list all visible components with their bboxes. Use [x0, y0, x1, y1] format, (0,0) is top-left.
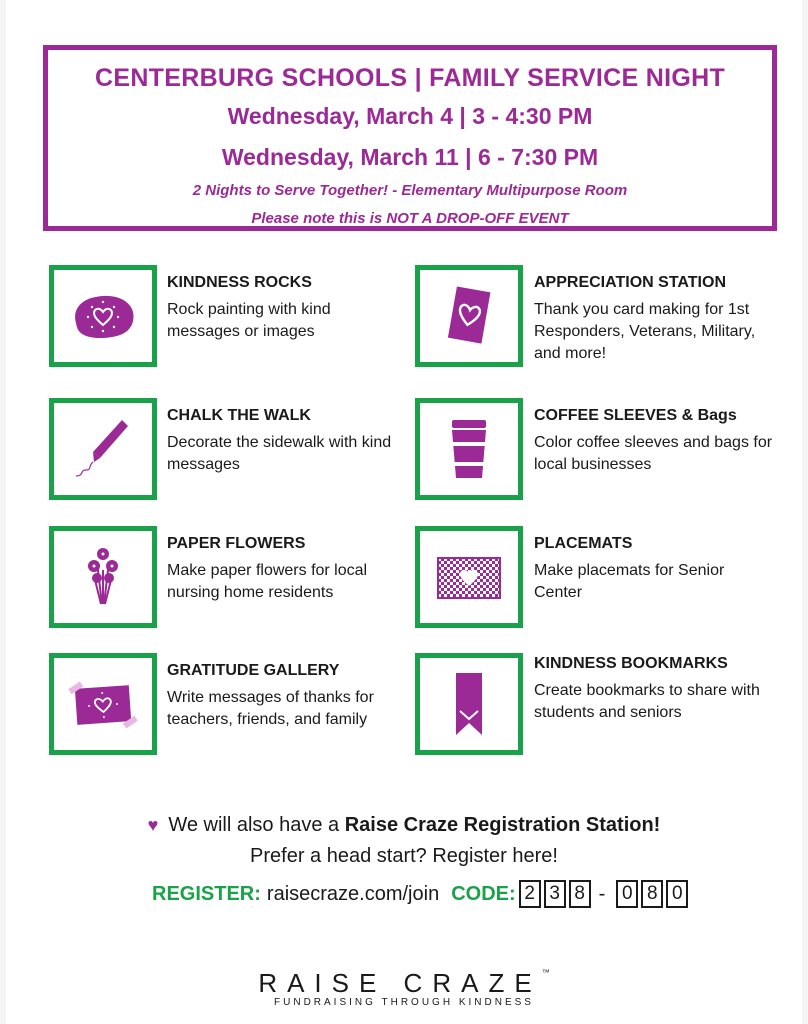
activity-desc: Create bookmarks to share with students and seniors — [534, 682, 760, 721]
activity-title: GRATITUDE GALLERY — [167, 662, 340, 679]
heart-card-icon — [415, 265, 523, 367]
station-text: We will also have a — [168, 814, 345, 836]
placemat-icon — [415, 526, 523, 628]
code-digit: 0 — [616, 880, 638, 908]
event-date-2: Wednesday, March 11 | 6 - 7:30 PM — [221, 144, 599, 170]
logo-tagline: FUNDRAISING THROUGH KINDNESS — [274, 997, 534, 1008]
code-digit: 0 — [666, 880, 688, 908]
register-label: REGISTER: — [152, 882, 261, 905]
heart-icon: ♥ — [147, 815, 159, 835]
code-digit: 8 — [641, 880, 663, 908]
activity-title: KINDNESS BOOKMARKS — [534, 655, 728, 672]
activity-desc: Make paper flowers for local nursing home residents — [167, 562, 368, 601]
register-line — [152, 880, 688, 908]
code-digit: 3 — [544, 880, 566, 908]
activity-title: COFFEE SLEEVES & Bags — [534, 407, 737, 424]
activity-title: CHALK THE WALK — [167, 407, 311, 424]
activity-desc: Color coffee sleeves and bags for local businesses — [534, 434, 773, 473]
event-date-1: Wednesday, March 4 | 3 - 4:30 PM — [227, 103, 593, 129]
code-digit: 8 — [569, 880, 591, 908]
flyer — [6, 0, 802, 1024]
event-header — [43, 45, 777, 231]
event-note: Please note this is NOT A DROP-OFF EVENT — [251, 210, 569, 227]
activity-desc: Make placemats for Senior Center — [534, 562, 725, 601]
event-subtitle: 2 Nights to Serve Together! - Elementary Multipurpose Room — [192, 182, 628, 199]
activity-title: KINDNESS ROCKS — [167, 274, 312, 291]
register-url[interactable]: raisecraze.com/join — [266, 882, 440, 905]
raise-craze-logo: RAISE CRAZE™ — [258, 968, 550, 998]
flowers-icon — [49, 526, 157, 628]
head-start-line: Prefer a head start? Register here! — [250, 845, 558, 867]
activity-title: PLACEMATS — [534, 535, 633, 552]
registration-station-line — [6, 814, 802, 837]
bookmark-icon — [415, 653, 523, 755]
code-label: CODE: — [451, 882, 516, 905]
activity-desc: Thank you card making for 1st Responders, Veterans, Military, and more! — [534, 301, 756, 362]
code-digit: 2 — [519, 880, 541, 908]
station-name: Raise Craze Registration Station! — [344, 814, 661, 836]
rock-heart-icon — [49, 265, 157, 367]
activity-desc: Write messages of thanks for teachers, friends, and family — [167, 689, 374, 728]
taped-note-icon — [49, 653, 157, 755]
chalk-icon — [49, 398, 157, 500]
code-dash: - — [598, 882, 606, 905]
activity-desc: Rock painting with kind messages or images — [167, 301, 331, 340]
event-title: CENTERBURG SCHOOLS | FAMILY SERVICE NIGHT — [94, 64, 726, 92]
activity-desc: Decorate the sidewalk with kind messages — [167, 434, 392, 473]
coffee-cup-icon — [415, 398, 523, 500]
activity-title: PAPER FLOWERS — [167, 535, 306, 552]
activity-title: APPRECIATION STATION — [534, 274, 726, 291]
